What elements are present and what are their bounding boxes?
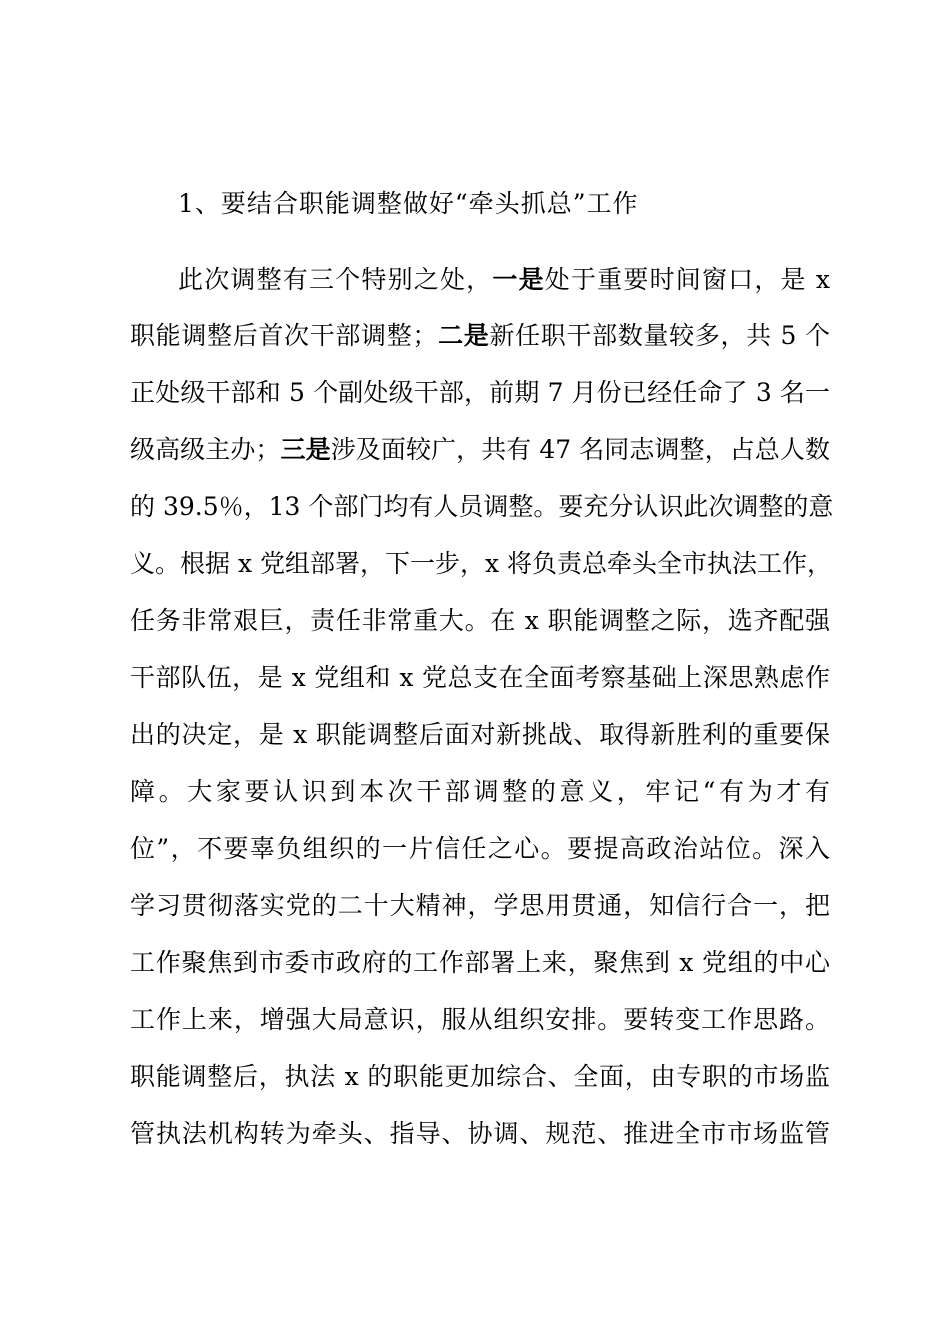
text-run: 管执法机构转为牵头、指导、协调、规范、推进全市市场监管 xyxy=(130,1119,830,1148)
text-run: 工作上来，增强大局意识，服从组织安排。要转变工作思路。 xyxy=(130,1005,830,1034)
paragraph-line xyxy=(178,262,830,298)
text-run: 学习贯彻落实党的二十大精神，学思用贯通，知信行合一，把 xyxy=(130,891,830,920)
text-run: 此次调整有三个特别之处， xyxy=(178,265,493,294)
paragraph-line xyxy=(130,774,830,810)
text-run: 新任职干部数量较多，共 5 个 xyxy=(489,321,830,350)
text-run: 的 39.5％，13 个部门均有人员调整。要充分认识此次调整的意 xyxy=(130,492,834,521)
text-run: 职能调整后首次干部调整； xyxy=(130,321,438,350)
text-run: 处于重要时间窗口，是 x xyxy=(544,265,830,294)
text-run: 涉及面较广，共有 47 名同志调整，占总人数 xyxy=(330,435,830,464)
paragraph-line xyxy=(130,546,833,582)
text-run: 干部队伍，是 x 党组和 x 党总支在全面考察基础上深思熟虑作 xyxy=(130,663,830,692)
text-run: 级高级主办； xyxy=(130,435,281,464)
paragraph-line xyxy=(130,603,830,639)
bold-marker: 三是 xyxy=(280,435,331,464)
paragraph-line xyxy=(130,1116,830,1152)
paragraph-line xyxy=(130,945,830,981)
paragraph-line xyxy=(130,717,830,753)
text-run: 任务非常艰巨，责任非常重大。在 x 职能调整之际，选齐配强 xyxy=(130,606,830,635)
text-run: 出的决定，是 x 职能调整后面对新挑战、取得新胜利的重要保 xyxy=(130,720,830,749)
text-run: 职能调整后，执法 x 的职能更加综合、全面，由专职的市场监 xyxy=(130,1062,830,1091)
bold-marker: 二是 xyxy=(437,321,490,350)
paragraph-line xyxy=(130,375,830,411)
paragraph-line xyxy=(130,318,830,354)
text-run: 障。大家要认识到本次干部调整的意义，牢记“有为才有 xyxy=(130,777,830,806)
paragraph-line xyxy=(130,888,830,924)
paragraph-line xyxy=(130,1059,830,1095)
section-heading: 1、要结合职能调整做好“牵头抓总”工作 xyxy=(178,189,639,218)
paragraph-line xyxy=(130,831,830,867)
paragraph-line xyxy=(130,489,834,525)
text-run: 正处级干部和 5 个副处级干部，前期 7 月份已经任命了 3 名一 xyxy=(130,378,830,407)
bold-marker: 一是 xyxy=(492,265,545,294)
text-run: 位”，不要辜负组织的一片信任之心。要提高政治站位。深入 xyxy=(130,834,830,863)
paragraph-line xyxy=(130,1002,830,1038)
text-run: 工作聚焦到市委市政府的工作部署上来，聚焦到 x 党组的中心 xyxy=(130,948,830,977)
paragraph-line xyxy=(130,660,830,696)
text-run: 义。根据 x 党组部署，下一步，x 将负责总牵头全市执法工作， xyxy=(130,549,833,578)
paragraph-line xyxy=(130,432,830,468)
